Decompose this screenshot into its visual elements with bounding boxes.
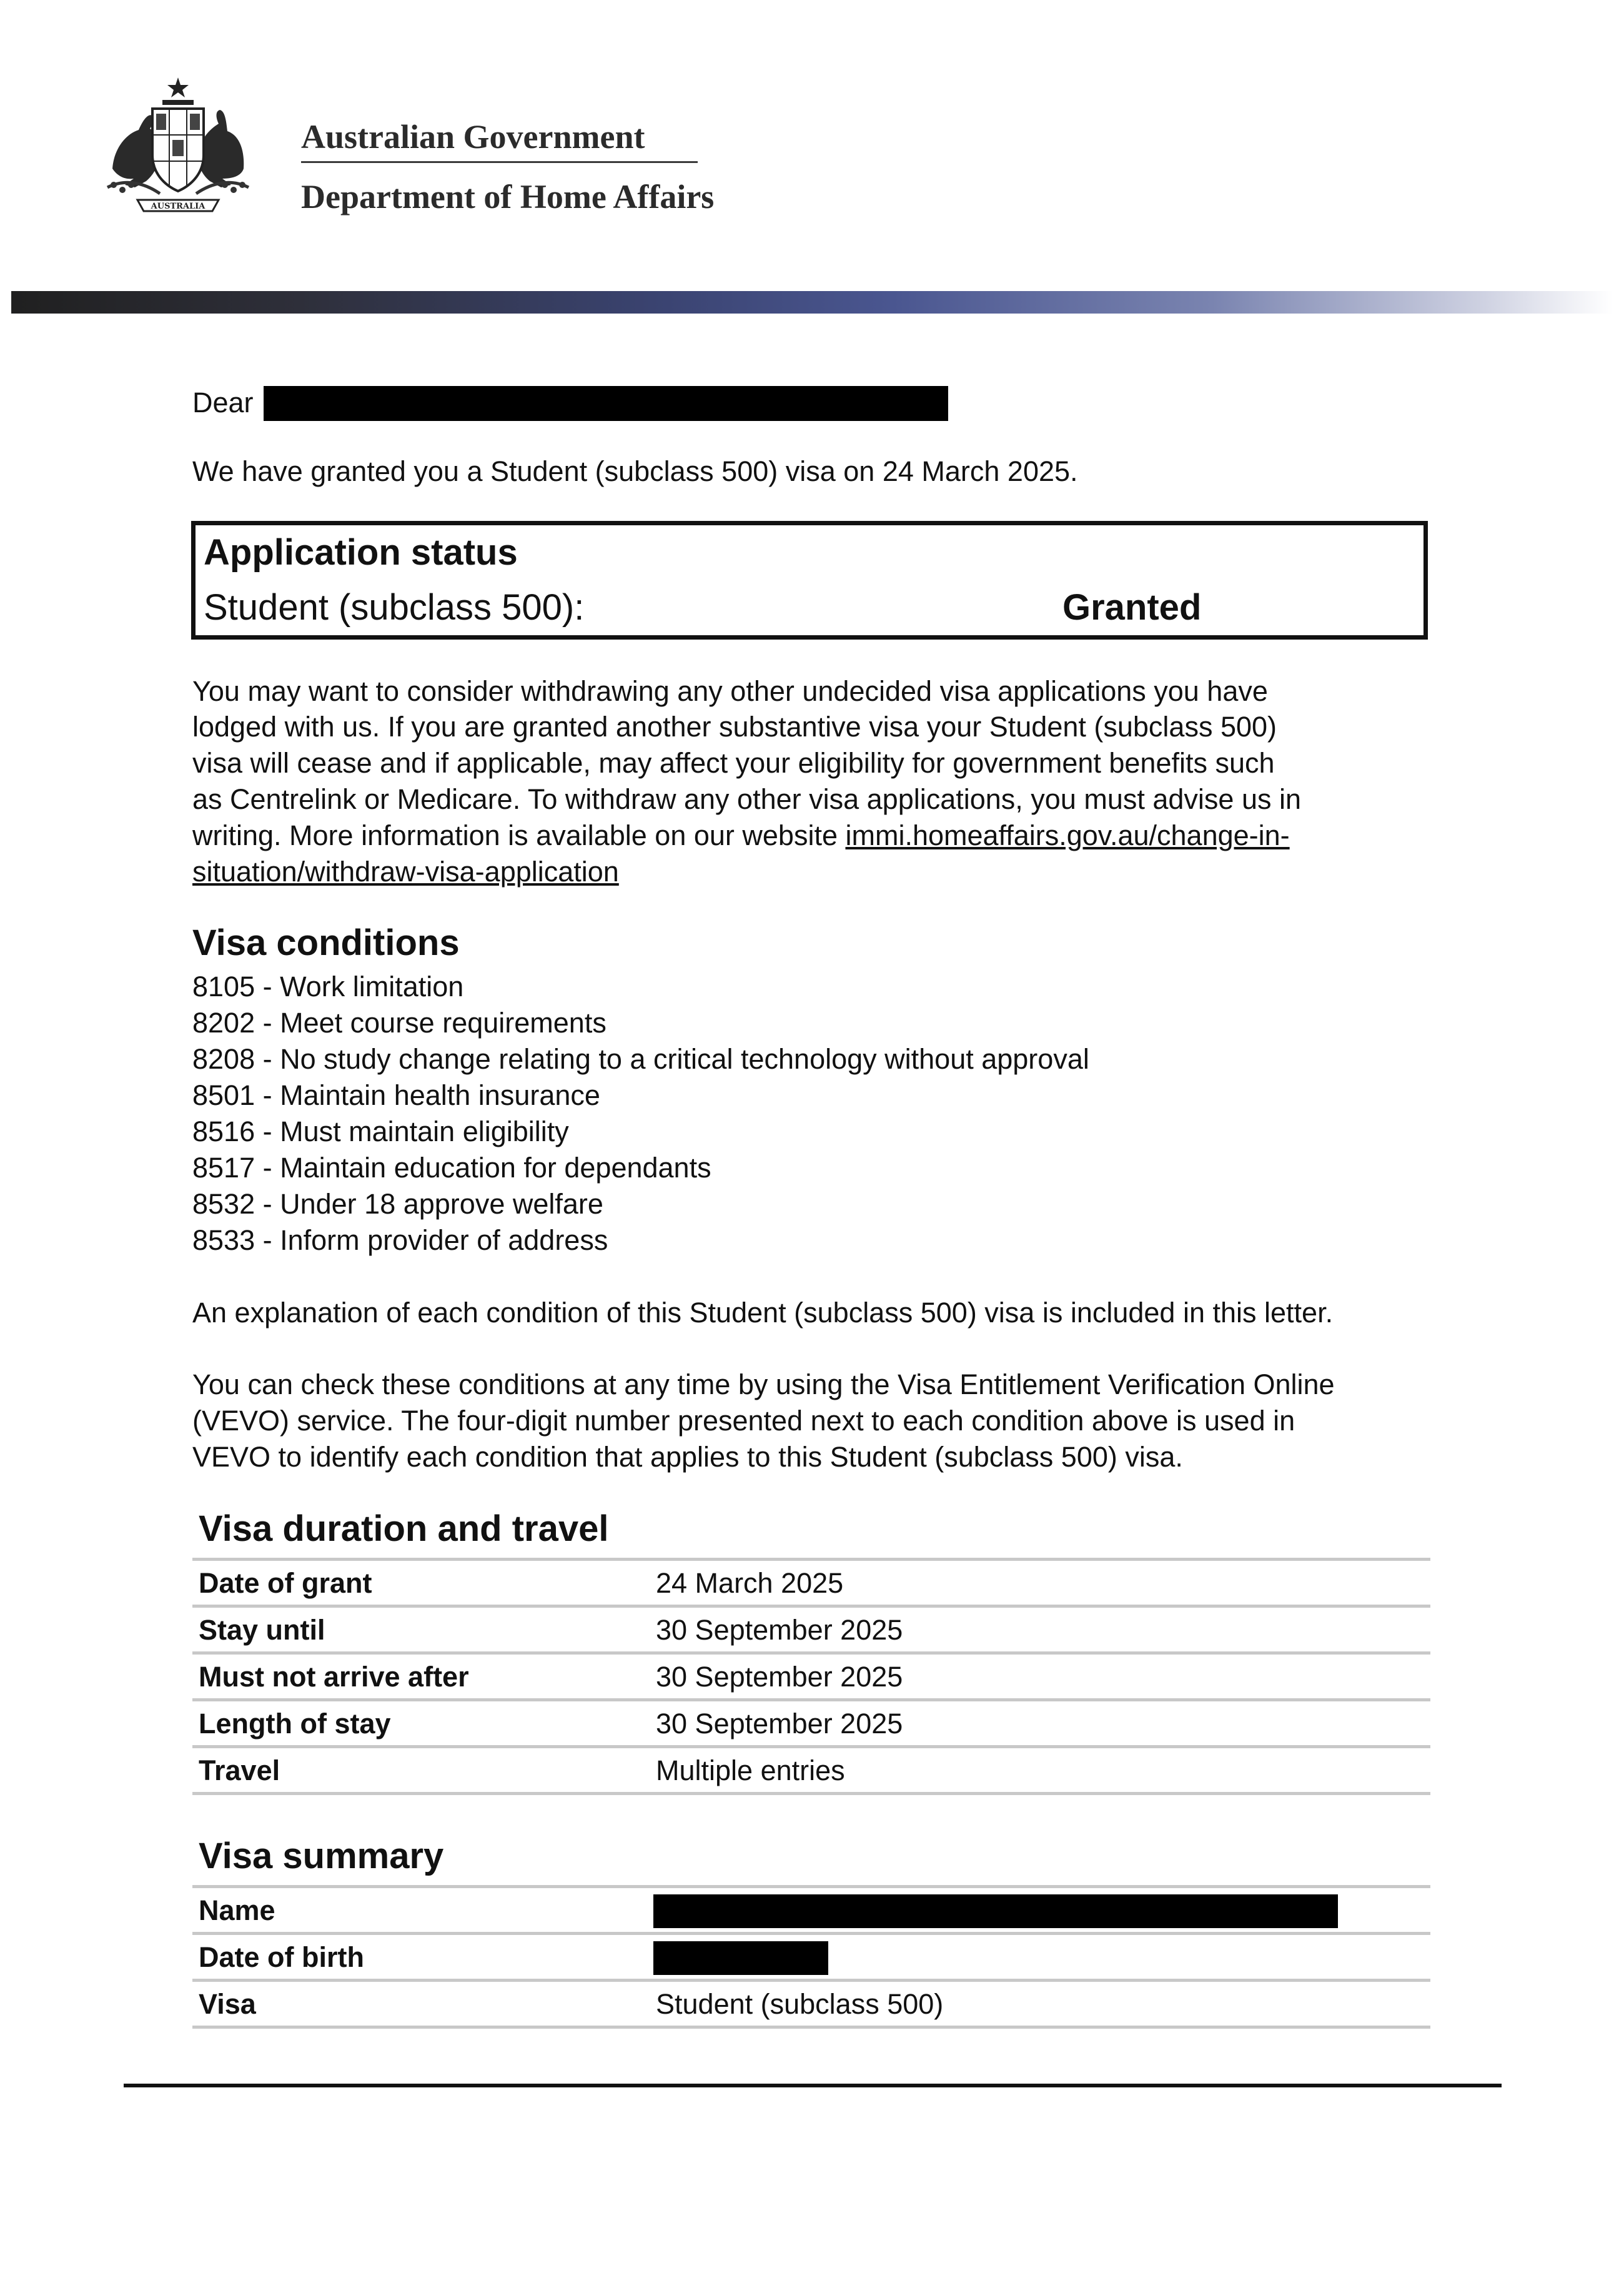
department-name: Department of Home Affairs — [301, 178, 715, 215]
table-row — [192, 1651, 1430, 1698]
grant-sentence: We have granted you a Student (subclass 500) visa on 24 March 2025. — [192, 455, 1078, 487]
row-label: Visa — [199, 1988, 256, 2020]
table-row — [192, 1885, 1430, 1932]
withdraw-line-4: as Centrelink or Medicare. To withdraw any other visa applications, you must advise us in — [192, 783, 1302, 815]
row-label: Name — [199, 1894, 275, 1926]
vevo-line-3: VEVO to identify each condition that applies to this Student (subclass 500) visa. — [192, 1441, 1183, 1473]
visa-duration-table — [192, 1558, 1430, 1795]
withdraw-visa-link-continued[interactable]: situation/withdraw-visa-application — [192, 856, 619, 888]
table-row — [192, 1698, 1430, 1745]
redacted-name — [653, 1894, 1338, 1928]
redacted-date-of-birth — [653, 1941, 828, 1975]
row-value: 30 September 2025 — [656, 1661, 903, 1693]
row-label: Must not arrive after — [199, 1661, 469, 1693]
government-name: Australian Government — [301, 118, 645, 156]
redacted-recipient-name — [264, 386, 948, 421]
header-banner — [11, 291, 1613, 314]
condition-item: 8202 - Meet course requirements — [192, 1007, 607, 1039]
visa-duration-title: Visa duration and travel — [199, 1508, 609, 1549]
row-value: Student (subclass 500) — [656, 1988, 944, 2020]
condition-item: 8105 - Work limitation — [192, 971, 464, 1002]
row-label: Date of birth — [199, 1941, 364, 1973]
conditions-explanation: An explanation of each condition of this Student (subclass 500) visa is included in this letter. — [192, 1297, 1334, 1329]
status-visa-label: Student (subclass 500): — [204, 587, 585, 628]
commonwealth-coat-of-arms-icon — [100, 75, 256, 219]
table-row — [192, 1745, 1430, 1795]
vevo-line-1: You can check these conditions at any time by using the Visa Entitlement Verification Online — [192, 1368, 1335, 1400]
withdraw-line-1: You may want to consider withdrawing any other undecided visa applications you have — [192, 675, 1268, 707]
condition-item: 8517 - Maintain education for dependants — [192, 1152, 711, 1184]
condition-item: 8533 - Inform provider of address — [192, 1224, 608, 1256]
condition-item: 8516 - Must maintain eligibility — [192, 1116, 569, 1147]
table-row — [192, 1932, 1430, 1979]
condition-item: 8501 - Maintain health insurance — [192, 1079, 600, 1111]
row-label: Stay until — [199, 1614, 325, 1646]
salutation: Dear — [192, 387, 254, 418]
row-label: Date of grant — [199, 1567, 372, 1599]
vevo-line-2: (VEVO) service. The four-digit number presented next to each condition above is used in — [192, 1405, 1295, 1437]
application-status-box — [191, 521, 1428, 640]
row-value: 30 September 2025 — [656, 1708, 903, 1739]
withdraw-line-5 — [192, 818, 1290, 854]
row-label: Travel — [199, 1754, 280, 1786]
condition-item: 8208 - No study change relating to a critical technology without approval — [192, 1043, 1089, 1075]
condition-item: 8532 - Under 18 approve welfare — [192, 1188, 603, 1220]
row-value: 30 September 2025 — [656, 1614, 903, 1646]
withdraw-line-3: visa will cease and if applicable, may affect your eligibility for government benefits such — [192, 747, 1275, 779]
row-value: Multiple entries — [656, 1754, 845, 1786]
withdraw-line-5-text: writing. More information is available on our website — [192, 819, 846, 851]
status-value: Granted — [1062, 587, 1202, 628]
visa-conditions-title: Visa conditions — [192, 923, 460, 963]
visa-summary-table — [192, 1885, 1430, 2029]
header-divider — [301, 161, 698, 163]
svg-text:AUSTRALIA: AUSTRALIA — [151, 202, 205, 211]
table-row — [192, 1558, 1430, 1605]
row-label: Length of stay — [199, 1708, 391, 1739]
table-row — [192, 1979, 1430, 2029]
row-value: 24 March 2025 — [656, 1567, 844, 1599]
withdraw-line-2: lodged with us. If you are granted another substantive visa your Student (subclass 500) — [192, 711, 1277, 743]
withdraw-visa-link[interactable]: immi.homeaffairs.gov.au/change-in- — [845, 819, 1290, 851]
visa-summary-title: Visa summary — [199, 1836, 444, 1876]
application-status-heading: Application status — [204, 532, 518, 573]
table-row — [192, 1605, 1430, 1651]
footer-divider — [124, 2084, 1502, 2087]
